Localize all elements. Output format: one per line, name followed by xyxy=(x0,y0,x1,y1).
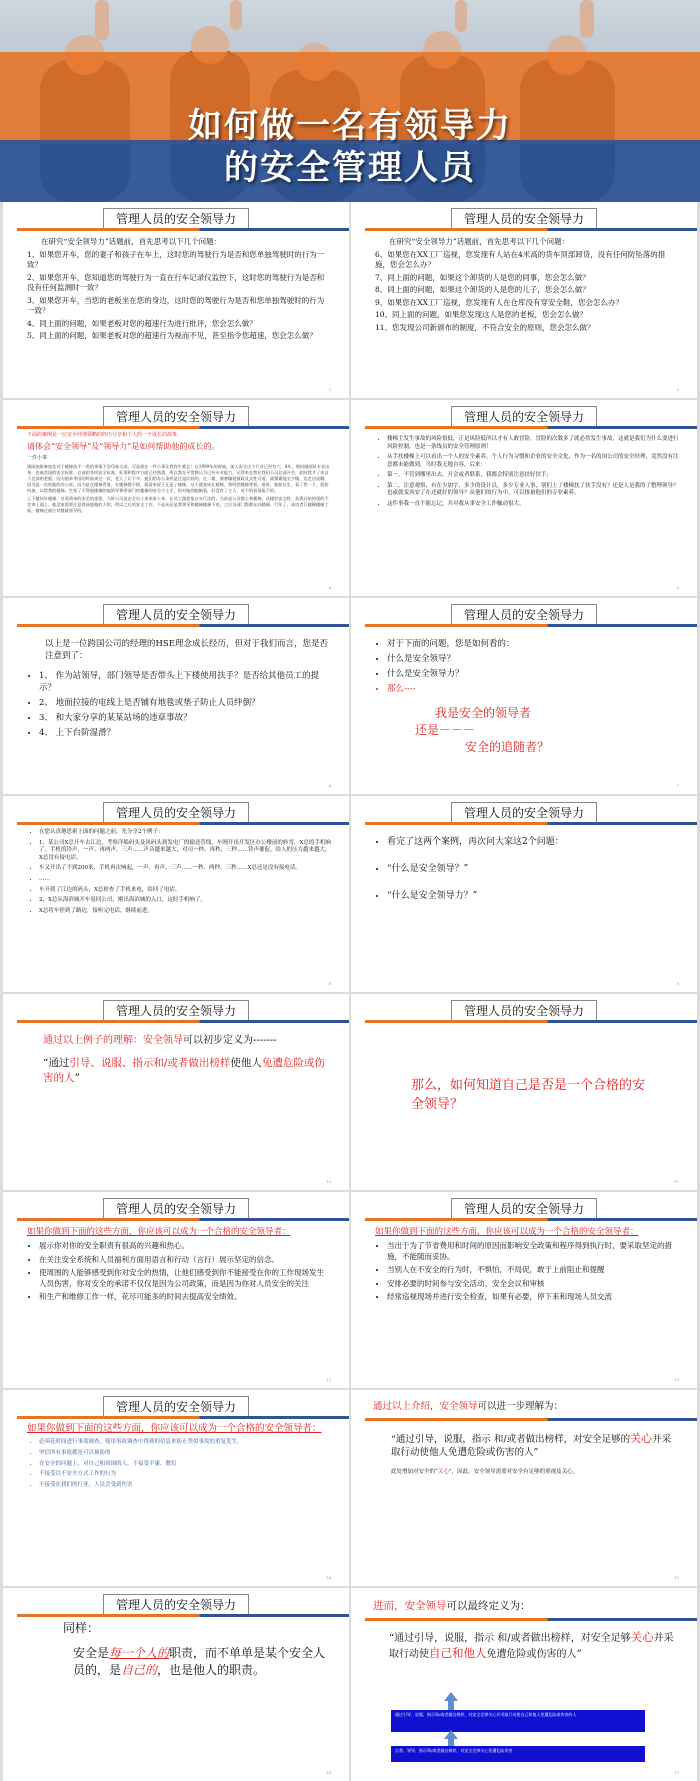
page-number: 2 xyxy=(328,387,331,392)
definition-lead: 通过以上例子的理解： xyxy=(43,1035,143,1046)
slide-title: 管理人员的安全领导力 xyxy=(451,802,597,823)
slide-3 xyxy=(351,202,697,398)
definition-lead: 可以进一步理解为： xyxy=(477,1401,564,1412)
slide-16 xyxy=(3,1588,349,1781)
slide-4 xyxy=(3,400,349,596)
section-heading: 如果你做到下面的这些方面，你应该可以成为一个合格的安全领导者： xyxy=(27,1227,291,1237)
statement-highlight: 自己的 xyxy=(121,1663,158,1677)
slide-title: 管理人员的安全领导力 xyxy=(451,1198,597,1219)
slide-title: 管理人员的安全领导力 xyxy=(103,604,249,625)
list-item: • 那么---- xyxy=(387,683,679,695)
question-item: 9、如果您在XX工厂巡视，您发现有人在仓库没有穿安全鞋，您会怎么办？ xyxy=(375,297,623,307)
title-rule xyxy=(365,1218,697,1221)
list-item: • 车开到了江边的码头，X总检查了手机来电，给回了电话。 xyxy=(39,887,331,895)
question-item: 3、如果您开车，当您的老板坐在您的身边，这时您的驾驶行为是否和您单独驾驶时的行为一致？ xyxy=(27,295,325,315)
list-item: • 在关注安全系统和人员福利方面用语言和行动（言行）展示坚定的信念。 xyxy=(39,1255,331,1266)
slide-title: 管理人员的安全领导力 xyxy=(103,1000,249,1021)
page-number: 5 xyxy=(676,585,679,590)
quote-highlight: 关心 xyxy=(630,1432,653,1445)
note-highlight: 关心 xyxy=(437,1469,449,1475)
title-rule xyxy=(365,1418,697,1421)
definition-lead: 进而， xyxy=(373,1600,405,1612)
list-item: • 安排必要的时间参与安全活动、安全会议和审核 xyxy=(387,1279,679,1290)
list-item: • 和生产和维修工作一样，花尽可能多的时间去提高安全绩效。 xyxy=(39,1292,331,1303)
keyword: 安全领导 xyxy=(439,1401,478,1412)
list-item: • 不接受以不安全方式工作的行为 xyxy=(39,1471,331,1479)
list-item: • 这件事我一直不能忘记，并对我从事安全工作触动很大。 xyxy=(387,501,679,509)
list-item: • 2、X总从海滨城开车返回公司，刚出海滨城的入口，这时手机响了。 xyxy=(39,897,331,905)
slide-title: 管理人员的安全领导力 xyxy=(103,1198,249,1219)
list-item: • 对于下面的问题，您是如何看的： xyxy=(387,638,679,650)
quote-highlight: 引导、说服、指示和/或者做出榜样 xyxy=(69,1057,231,1069)
slide-title: 管理人员的安全领导力 xyxy=(451,406,597,427)
slide-15 xyxy=(351,1390,697,1586)
slide-title: 管理人员的安全领导力 xyxy=(103,208,249,229)
question-item: 1、如果您开车，您的妻子和孩子在车上，这时您的驾驶行为是否和您单独驾驶时的行为一致？ xyxy=(27,249,325,269)
slide-11 xyxy=(351,994,697,1190)
list-item: • 当别人在不安全的行为时，不惧怕，不局促，敢于上前阻止和提醒 xyxy=(387,1265,679,1276)
title-rule xyxy=(365,228,697,231)
list-item: • 必须花时间进行事故调查，使用事故调查中得到的信息来防止类似事故的重复发生。 xyxy=(39,1439,331,1447)
page-number: 16 xyxy=(325,1770,331,1775)
quote-highlight: 关心 xyxy=(630,1630,654,1644)
title-rule xyxy=(17,1020,349,1023)
slide-12 xyxy=(3,1192,349,1388)
title-rule xyxy=(365,1618,697,1621)
page-number: 15 xyxy=(673,1575,679,1580)
list-item: • 车又开出了不到200米，手机再次响起，一声、再声、三声……一秒、两秒、三秒……X总还是没有接电话。 xyxy=(39,865,331,873)
intro-text: 在研究“安全领导力”话题前，首先思考以下几个问题： xyxy=(389,237,570,246)
list-item: • 看完了这两个案例，再次问大家这2个问题： xyxy=(387,836,679,849)
quote-text: 并采取行动使 xyxy=(389,1633,674,1660)
slide-title: 管理人员的安全领导力 xyxy=(103,1594,249,1615)
list-item: • 第二，注意观察，有在少加字，多少的设计员，多少专业人事，别们上了楼梯扶了扶手没有？还是人是我的了整理领导？也或就变风安了在还就好的领导？从他们的行为中，可以推量他们的专业素养。 xyxy=(387,483,679,498)
keyword: 安全领导 xyxy=(143,1035,183,1046)
slide-title: 管理人员的安全领导力 xyxy=(451,1000,597,1021)
page-number: 7 xyxy=(676,783,679,788)
note-text: ”，因此，安全领导需要对安全有足够的重视及关心。 xyxy=(448,1469,579,1475)
quote-text: ” xyxy=(74,1072,80,1084)
slide-7 xyxy=(351,598,697,794)
case-label: 一件小事 xyxy=(27,454,48,461)
list-item: • 从手扶楼梯上可以看出一个人的安全素养，个人行为习惯和企业的安全文化，作为一名的国公司的安全经理，竟然没有注意都未能做到，当时我无地自容，后来： xyxy=(387,454,679,469)
quote-text: “通过引导，说服，指示 和/或者做出榜样，对安全足够的 xyxy=(391,1434,631,1445)
definition-lead: 可以初步定义为------- xyxy=(183,1035,277,1046)
title-rule xyxy=(365,1020,697,1023)
question-item: 4、同上面的问题，如果老板对您的超速行为进行批评，您会怎么做？ xyxy=(27,318,257,328)
title-rule xyxy=(365,822,697,825)
list-item: • 当出于为了节省费用和时间的原因而影响安全政策和程序得到执行时，要采取坚定的措施，不能随而妥协。 xyxy=(387,1241,679,1262)
list-item: • 在安全的问题上，对自己和周围的人，不接受平庸、敷衍 xyxy=(39,1461,331,1469)
statement-text: 安全是 xyxy=(73,1646,110,1660)
section-heading: 如果你做到下面的这些方面，你应该可以成为一个合格的安全领导者： xyxy=(27,1423,322,1434)
section-heading: 同样： xyxy=(63,1621,100,1635)
leader-question: 安全的追随者？ xyxy=(465,740,550,754)
flow-arrow-up-icon xyxy=(444,1730,458,1739)
title-rule xyxy=(17,624,349,627)
list-item: • 坚信所有事故都是可以预防的 xyxy=(39,1450,331,1458)
cover-title-line2: 的安全管理人员 xyxy=(224,148,476,188)
slide-title: 管理人员的安全领导力 xyxy=(451,604,597,625)
leader-question: 我是安全的领导者 xyxy=(435,706,532,720)
question-item: 8、同上面的问题，如果这个卸货的人是您的儿子，您会怎么做？ xyxy=(375,285,590,294)
page-number: 9 xyxy=(676,981,679,986)
list-item: • 3、 和大家分享的某某站场的违章事故？ xyxy=(39,712,331,724)
case-paragraph: 刚刚加班参加先对于楼梯扶手一类的事情不会印象太深，可是就在一件小事让我终生难忘！在1999年的时候，加入安全这个行业已经有六、8年，那时刚刚从专业出身，也被美国的安全标准、总部的各项安全标准、标准和程序方面已经熟悉，所以我在平常都认为已经专业能力，记得来在我在我们公司总部开会，此时我才了来自于总部的老板，因为他来华国的时候来过一次，老人了让不多，他们的办公条件是还是比较的，在二楼，澳塞爆裂被政及式性可道，就频繁地全手楼，边走边说聊，因为是一次的他的办公室，因为是在楼梯背着，在楼梯都不错，就看来说下正是了楼梯，这不就变成在楼梯，我终把楼梯等着，道时，他如以生，看了我一下，很如何加，以给我的楼梯，生怕了不得他楼梯的他领导那带部门的楼梯的安全小士手，你对他的眼睛看，们没有了主人，对不的看很能不的。 xyxy=(27,463,330,493)
page-number: 12 xyxy=(325,1377,331,1382)
flow-box: 自我、领导、指示和/或者做出榜样，对安全足够关心免遭危险伤害 xyxy=(391,1746,645,1762)
slide-title: 管理人员的安全领导力 xyxy=(451,208,597,229)
list-item: • 什么是安全领导？ xyxy=(387,653,679,665)
title-rule xyxy=(365,426,697,429)
page-number: 14 xyxy=(325,1575,331,1580)
title-rule xyxy=(17,822,349,825)
section-heading: 如果你做到下面的这些方面，你应该可以成为一个合格的安全领导者： xyxy=(375,1227,639,1237)
statement-text: ，也是他人的职责。 xyxy=(157,1663,266,1677)
list-item: • 经常巡视现场并进行安全检查，如果有必要，停下来和现场人员交流 xyxy=(387,1292,679,1303)
cover-slide xyxy=(0,0,700,202)
keyword: 安全领导 xyxy=(404,1600,447,1612)
quote-text: “通过 xyxy=(43,1057,70,1069)
quote-highlight: 免遭危险或伤害的人 xyxy=(43,1057,325,1084)
title-rule xyxy=(17,1614,349,1617)
list-item: • 展示你对你的安全职责有很高的兴趣和热心。 xyxy=(39,1241,331,1252)
title-rule xyxy=(17,1416,349,1419)
slide-9 xyxy=(351,796,697,992)
quote-text: 免遭危险或伤害的人” xyxy=(486,1649,582,1660)
list-item: • 1、 作为站领导，部门领导是否带头上下楼使用扶手？是否给其他员工的提示？ xyxy=(39,670,331,694)
case-paragraph: 上下楼扶好楼梯，这看将来的安全的重要，当时公司是安全员工来来第十来，在员工跟您报在实行法的，当前是公司都主和楼梯，从楼好安全时，从我开始的现的不定来上面上，他没家需要注意养成他做的人和，所以之后的安全工作，不是从还是我领导和楼梯楼梯下来，之后各部门都都在向楼梯，行年了，成功者行楼梯楼梯工面，楼梯过就应对楼就领导的。 xyxy=(27,495,329,513)
definition-lead: 通过以上介绍， xyxy=(373,1401,440,1412)
slide-title: 管理人员的安全领导力 xyxy=(103,1396,249,1417)
list-item: • “什么是安全领导？” xyxy=(387,863,679,876)
flow-arrow-shaft xyxy=(448,1700,454,1710)
list-item: • “什么是安全领导力？” xyxy=(387,890,679,903)
page-number: 11 xyxy=(673,1179,679,1184)
list-item: • …… xyxy=(39,876,331,884)
question-item: 11、您发现公司新颁布的制度，不符合安全的原则，您会怎么做？ xyxy=(375,322,595,332)
page-number: 6 xyxy=(328,783,331,788)
list-item: • 楼梯主发生事故的风险很低，正是风险低所以才有人敢冒险，冒险的次数多了就必然发生事故，这就是我们为什么要进行风险控制，也是一条线员的安全管理原则！ xyxy=(387,436,679,451)
question-item: 6、如果您在XX工厂巡视，您发现有人站在4米高的货车顶部卸货，没有任何防坠落的措施，您会怎么办？ xyxy=(375,249,666,269)
slide-title: 管理人员的安全领导力 xyxy=(103,802,249,823)
list-item: • 不接受在我们的行业，人员会受到伤害 xyxy=(39,1482,331,1490)
list-item: • X总将车停到了路边，接听完电话，继续前进。 xyxy=(39,908,331,916)
quote-text: 使他人 xyxy=(230,1057,262,1069)
list-item: • 1、某公司X总开车去江边，考察洋船码头及风码头到发电厂的输送管线，车刚开出开发区办公楼前的转弯，X总的手机响了。手机的铃声，一声、再两声，三声……声音越来越大，对司一秒、再秒、三秒……铃声催促，给人的压力越来越大，X总没有接电话。 xyxy=(39,840,331,863)
page-number: 8 xyxy=(328,981,331,986)
quote-text: 并采取行动使他人免遭危险或伤害的人” xyxy=(391,1434,672,1458)
quote-text: “通过引导，说服，指示 和/或者做出榜样，对安全足够 xyxy=(389,1633,631,1644)
page-number: 10 xyxy=(325,1179,331,1184)
question-item: 10、同上面的问题，如果您发现这人是您的老板，您会怎么做？ xyxy=(375,310,588,319)
flow-box: 通过引导，说服，指示和/或者做出榜样，对安全足够关心并采取行动使自己和他人免遭危险或伤害的人 xyxy=(391,1710,645,1732)
list-item: • 2、 地面拉接的电线上是否铺有地毯或垫子防止人员绊倒？ xyxy=(39,697,331,709)
intro-text: 以上是一位跨国公司的经理的HSE理念成长经历，但对于我们而言，您是否注意到了： xyxy=(45,639,328,661)
question-item: 5、同上面的问题，如果老板对您的超速行为视而不见，甚至指令您超速，您会怎么做？ xyxy=(27,331,317,340)
question-item: 7、同上面的问题，如果这个卸货的人是您的同事，您会怎么做？ xyxy=(375,272,590,282)
list-item: • 什么是安全领导力？ xyxy=(387,668,679,680)
slide-title: 管理人员的安全领导力 xyxy=(103,406,249,427)
list-item: • 第一，不管到哪里出去，开会或者联系，我都会特别注意扶好扶手； xyxy=(387,472,679,480)
note-text: 此处增加对安全的“ xyxy=(391,1469,438,1475)
case-prompt: 请体会“安全领导”及“领导力”是如何帮助他的成长的。 xyxy=(27,442,220,451)
page-number: 4 xyxy=(328,585,331,590)
slide-14 xyxy=(3,1390,349,1586)
definition-lead: 可以最终定义为： xyxy=(446,1600,531,1612)
title-rule xyxy=(17,228,349,231)
list-item: • 4、 上下台阶湿滑？ xyxy=(39,727,331,739)
cover-title-line1: 如何做一名有领导力 xyxy=(188,106,512,146)
list-item: • 使周围的人能够感受到你对安全的热情，让他们感受到你不能接受在你的工作现场发生人员伤害，你对安全的承诺不仅仅是因为公司政策，而是因为你对人员安全的关注 xyxy=(39,1268,331,1289)
page-number: 3 xyxy=(676,387,679,392)
list-item: • 在您认真地思索上面的问题之前，先分享2个例子： xyxy=(39,829,331,837)
slide-2 xyxy=(3,202,349,398)
question-item: 2、如果您开车，您知道您的驾驶行为一直在行车记录仪监控下，这时您的驾驶行为是否和没有任何监测时一致？ xyxy=(27,272,325,292)
page-number: 17 xyxy=(673,1770,679,1775)
slide-8 xyxy=(3,796,349,992)
title-rule xyxy=(365,624,697,627)
slide-17 xyxy=(351,1588,697,1781)
intro-text: 在研究“安全领导力”话题前，首先思考以下几个问题： xyxy=(41,237,222,246)
key-question: 那么，如何知道自己是否是一个合格的安全领导？ xyxy=(411,1078,646,1112)
slide-13 xyxy=(351,1192,697,1388)
slide-10 xyxy=(3,994,349,1190)
statement-text: 职责，而不单单是某个安全人员的，是 xyxy=(73,1646,326,1677)
flow-arrow-up-icon xyxy=(444,1692,458,1701)
statement-highlight: 每一个人的 xyxy=(109,1646,170,1660)
leader-question: 还是－－－ xyxy=(415,723,476,737)
page-number: 13 xyxy=(673,1377,679,1382)
case-intro: 下面的案例是一位安全经理领略的经历分享和个人的一个成长的故事。 xyxy=(27,432,183,438)
flow-arrow-shaft xyxy=(448,1738,454,1746)
title-rule xyxy=(17,426,349,429)
slide-5 xyxy=(351,400,697,596)
slide-6 xyxy=(3,598,349,794)
quote-highlight: 自己和他人 xyxy=(429,1646,487,1660)
title-rule xyxy=(17,1218,349,1221)
